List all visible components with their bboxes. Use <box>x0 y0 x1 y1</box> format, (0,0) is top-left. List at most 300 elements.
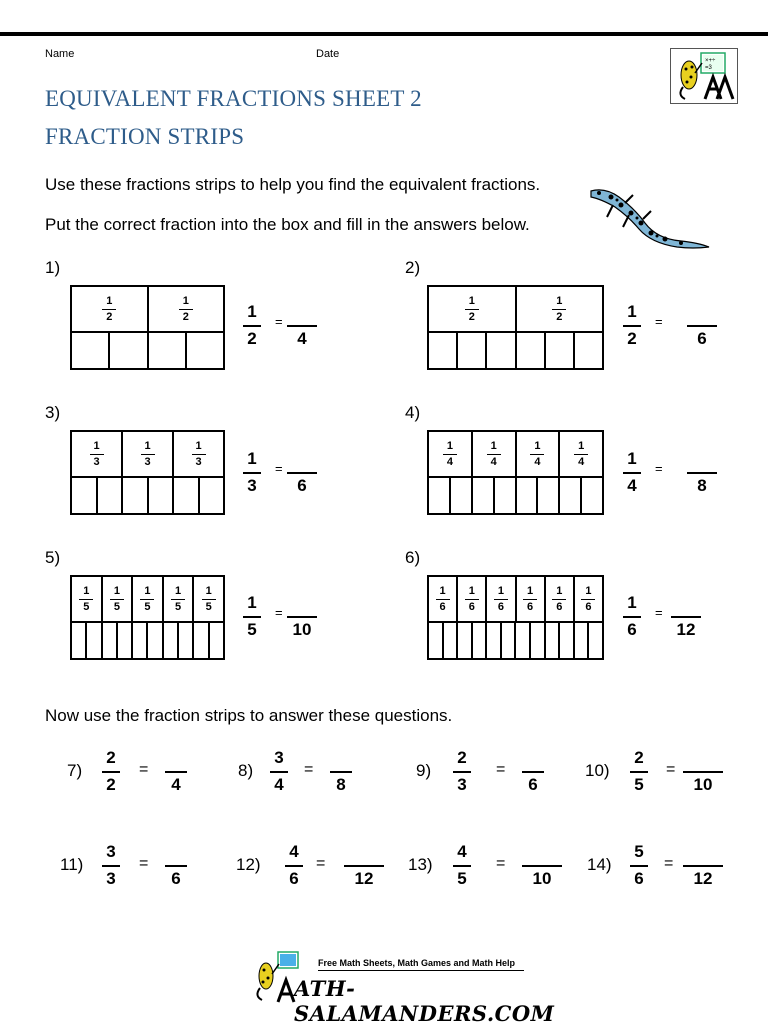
denominator: 3 <box>106 869 116 888</box>
fraction-bar <box>243 616 261 618</box>
unit-fraction <box>140 585 154 614</box>
answer-box[interactable] <box>210 621 223 658</box>
equals-sign: = <box>655 605 663 620</box>
unit-denominator: 5 <box>113 600 120 613</box>
unit-numerator: 1 <box>578 439 585 452</box>
answer-box[interactable] <box>473 476 495 513</box>
footer-brand: ATH-SALAMANDERS.COM <box>294 976 555 1026</box>
fraction-bar <box>287 325 317 327</box>
unit-fraction <box>110 585 124 614</box>
fraction-bar <box>192 454 206 455</box>
fraction-bar <box>623 616 641 618</box>
fraction-bar <box>630 865 648 867</box>
fraction-bar <box>453 771 471 773</box>
unit-denominator: 6 <box>556 600 563 613</box>
answer-fraction[interactable] <box>687 302 717 349</box>
unit-numerator: 1 <box>144 439 151 452</box>
answer-box[interactable] <box>517 331 546 368</box>
unit-numerator: 1 <box>182 294 189 307</box>
answer-box[interactable] <box>429 331 458 368</box>
fraction-bar <box>102 309 116 310</box>
fraction-bar <box>110 599 124 600</box>
strip-unit-cell <box>164 577 195 621</box>
fraction-bar <box>494 599 508 600</box>
denominator: 10 <box>532 869 552 888</box>
answer-box[interactable] <box>72 621 87 658</box>
equals-sign: = <box>139 855 149 872</box>
fraction-bar <box>522 771 544 773</box>
problem-label: 3) <box>45 403 61 422</box>
answer-box[interactable] <box>194 621 209 658</box>
fraction-bar <box>687 325 717 327</box>
instruction-line-2: Put the correct fraction into the box and fill in the answers below. <box>45 215 530 234</box>
strip-answer-row <box>72 621 223 658</box>
given-fraction <box>285 842 303 889</box>
equals-sign: = <box>316 855 326 872</box>
unit-fraction <box>436 585 450 614</box>
denominator: 4 <box>171 775 181 794</box>
denominator: 3 <box>247 476 257 495</box>
fraction-bar <box>630 771 648 773</box>
fraction-strip <box>427 285 604 370</box>
answer-box[interactable] <box>582 476 602 513</box>
answer-box[interactable] <box>502 621 517 658</box>
denominator: 4 <box>297 329 307 348</box>
denominator: 8 <box>697 476 707 495</box>
unit-fraction <box>102 295 116 324</box>
salamander-icon <box>585 183 713 253</box>
answer-box[interactable] <box>174 476 200 513</box>
unit-denominator: 3 <box>195 455 202 468</box>
unit-fraction <box>171 585 185 614</box>
numerator: 2 <box>634 748 644 767</box>
fraction-bar <box>243 472 261 474</box>
strip-unit-cell <box>429 577 458 621</box>
numerator: 1 <box>627 302 637 321</box>
unit-numerator: 1 <box>556 294 563 307</box>
answer-box[interactable] <box>575 621 590 658</box>
strip-unit-cell <box>194 577 223 621</box>
strip-unit-cell <box>149 287 224 331</box>
unit-denominator: 5 <box>144 600 151 613</box>
denominator: 6 <box>528 775 538 794</box>
denominator: 6 <box>171 869 181 888</box>
footer-tagline: Free Math Sheets, Math Games and Math Help <box>318 958 516 968</box>
unit-fraction <box>443 440 457 469</box>
answer-fraction[interactable] <box>165 748 187 795</box>
fraction-bar <box>285 865 303 867</box>
answer-box[interactable] <box>429 476 451 513</box>
numerator: 1 <box>247 302 257 321</box>
answer-fraction[interactable] <box>671 593 701 640</box>
unit-numerator: 1 <box>446 439 453 452</box>
answer-box[interactable] <box>149 331 187 368</box>
page-title: EQUIVALENT FRACTIONS SHEET 2 <box>45 86 422 111</box>
unit-denominator: 6 <box>497 600 504 613</box>
unit-fraction <box>465 295 479 324</box>
fraction-bar <box>530 454 544 455</box>
equals-sign: = <box>655 461 663 476</box>
fraction-bar <box>102 771 120 773</box>
answer-box[interactable] <box>589 621 602 658</box>
answer-box[interactable] <box>429 621 444 658</box>
strip-unit-cell <box>575 577 602 621</box>
answer-box[interactable] <box>516 621 531 658</box>
answer-box[interactable] <box>458 621 473 658</box>
fraction-bar <box>623 472 641 474</box>
footer-divider <box>318 970 524 971</box>
answer-box[interactable] <box>546 331 575 368</box>
denominator: 12 <box>676 620 696 639</box>
fraction-bar <box>671 616 701 618</box>
numerator: 3 <box>106 842 116 861</box>
strip-top-row <box>72 577 223 623</box>
question-label: 13) <box>408 855 433 874</box>
answer-box[interactable] <box>546 621 561 658</box>
strip-unit-cell <box>517 432 561 476</box>
strip-answer-row <box>429 476 602 513</box>
denominator: 6 <box>697 329 707 348</box>
denominator: 5 <box>457 869 467 888</box>
problem-label: 4) <box>405 403 421 422</box>
salamander-teacher-icon <box>671 49 737 103</box>
top-rule <box>0 32 768 36</box>
unit-denominator: 4 <box>446 455 453 468</box>
given-fraction <box>630 748 648 795</box>
fraction-strip <box>70 430 225 515</box>
unit-fraction <box>202 585 216 614</box>
unit-fraction <box>79 585 93 614</box>
unit-fraction <box>487 440 501 469</box>
strip-unit-cell <box>487 577 516 621</box>
unit-denominator: 3 <box>93 455 100 468</box>
answer-box[interactable] <box>164 621 179 658</box>
strip-top-row <box>72 432 223 478</box>
unit-denominator: 5 <box>205 600 212 613</box>
numerator: 1 <box>247 449 257 468</box>
fraction-bar <box>202 599 216 600</box>
fraction-bar <box>436 599 450 600</box>
equals-sign: = <box>139 761 149 778</box>
denominator: 6 <box>634 869 644 888</box>
denominator: 5 <box>247 620 257 639</box>
equals-sign: = <box>666 761 676 778</box>
answer-fraction[interactable] <box>287 593 317 640</box>
problem-label: 6) <box>405 548 421 567</box>
strip-unit-cell <box>429 287 517 331</box>
equals-sign: = <box>496 761 506 778</box>
answer-fraction[interactable] <box>344 842 384 889</box>
answer-box[interactable] <box>538 476 560 513</box>
answer-fraction[interactable] <box>683 842 723 889</box>
answer-box[interactable] <box>72 476 98 513</box>
answer-box[interactable] <box>148 621 163 658</box>
fraction-bar <box>165 865 187 867</box>
answer-box[interactable] <box>133 621 148 658</box>
answer-box[interactable] <box>103 621 118 658</box>
numerator: 2 <box>457 748 467 767</box>
denominator: 2 <box>627 329 637 348</box>
page-subtitle: FRACTION STRIPS <box>45 124 245 149</box>
unit-denominator: 5 <box>175 600 182 613</box>
strip-unit-cell <box>72 432 123 476</box>
unit-numerator: 1 <box>556 584 563 597</box>
denominator: 10 <box>292 620 312 639</box>
unit-fraction <box>574 440 588 469</box>
answer-box[interactable] <box>187 331 223 368</box>
unit-fraction <box>179 295 193 324</box>
unit-denominator: 6 <box>439 600 446 613</box>
numerator: 2 <box>106 748 116 767</box>
answer-box[interactable] <box>487 621 502 658</box>
unit-denominator: 2 <box>106 310 113 323</box>
unit-denominator: 4 <box>578 455 585 468</box>
answer-fraction[interactable] <box>165 842 187 889</box>
strip-answer-row <box>429 331 602 368</box>
fraction-bar <box>179 309 193 310</box>
fraction-bar <box>287 616 317 618</box>
question-label: 11) <box>60 855 84 874</box>
strip-unit-cell <box>133 577 164 621</box>
fraction-bar <box>522 865 562 867</box>
fraction-strip <box>427 430 604 515</box>
equals-sign: = <box>275 314 283 329</box>
unit-numerator: 1 <box>175 584 182 597</box>
unit-fraction <box>581 585 595 614</box>
fraction-bar <box>141 454 155 455</box>
denominator: 12 <box>354 869 374 888</box>
question-label: 9) <box>416 761 432 780</box>
numerator: 1 <box>247 593 257 612</box>
answer-box[interactable] <box>531 621 546 658</box>
question-label: 7) <box>67 761 83 780</box>
answer-fraction[interactable] <box>330 748 352 795</box>
given-fraction <box>630 842 648 889</box>
given-fraction <box>243 593 261 640</box>
answer-box[interactable] <box>110 331 148 368</box>
given-fraction <box>453 842 471 889</box>
fraction-bar <box>270 771 288 773</box>
strip-answer-row <box>429 621 602 658</box>
answer-box[interactable] <box>87 621 102 658</box>
answer-box[interactable] <box>517 476 539 513</box>
unit-denominator: 4 <box>490 455 497 468</box>
equals-sign: = <box>275 461 283 476</box>
strip-top-row <box>429 287 602 333</box>
equals-sign: = <box>655 314 663 329</box>
answer-fraction[interactable] <box>683 748 723 795</box>
unit-denominator: 3 <box>144 455 151 468</box>
unit-numerator: 1 <box>195 439 202 452</box>
fraction-bar <box>687 472 717 474</box>
given-fraction <box>453 748 471 795</box>
unit-numerator: 1 <box>93 439 100 452</box>
strip-answer-row <box>72 476 223 513</box>
fraction-bar <box>453 865 471 867</box>
unit-denominator: 6 <box>468 600 475 613</box>
fraction-bar <box>574 454 588 455</box>
strip-unit-cell <box>174 432 223 476</box>
answer-box[interactable] <box>98 476 124 513</box>
equals-sign: = <box>496 855 506 872</box>
unit-denominator: 4 <box>534 455 541 468</box>
unit-fraction <box>494 585 508 614</box>
question-label: 10) <box>585 761 610 780</box>
strip-answer-row <box>72 331 223 368</box>
salamander-logo <box>670 48 738 104</box>
fraction-strip <box>70 285 225 370</box>
footer-logo <box>250 950 555 1026</box>
fraction-bar <box>344 865 384 867</box>
svg-text:×+÷: ×+÷ <box>705 58 716 64</box>
numerator: 4 <box>289 842 299 861</box>
answer-box[interactable] <box>487 331 516 368</box>
answer-box[interactable] <box>575 331 602 368</box>
fraction-bar <box>287 472 317 474</box>
denominator: 2 <box>247 329 257 348</box>
date-label: Date <box>316 48 340 60</box>
unit-fraction <box>465 585 479 614</box>
unit-numerator: 1 <box>439 584 446 597</box>
given-fraction <box>270 748 288 795</box>
given-fraction <box>623 593 641 640</box>
strip-top-row <box>429 432 602 478</box>
unit-numerator: 1 <box>585 584 592 597</box>
answer-box[interactable] <box>560 476 582 513</box>
fraction-bar <box>90 454 104 455</box>
answer-box[interactable] <box>495 476 517 513</box>
strip-unit-cell <box>72 577 103 621</box>
unit-numerator: 1 <box>534 439 541 452</box>
answer-box[interactable] <box>118 621 133 658</box>
unit-fraction <box>141 440 155 469</box>
unit-numerator: 1 <box>106 294 113 307</box>
unit-numerator: 1 <box>468 294 475 307</box>
question-label: 8) <box>238 761 254 780</box>
answer-box[interactable] <box>458 331 487 368</box>
strip-unit-cell <box>473 432 517 476</box>
denominator: 12 <box>693 869 713 888</box>
unit-numerator: 1 <box>527 584 534 597</box>
strip-unit-cell <box>72 287 149 331</box>
answer-box[interactable] <box>123 476 149 513</box>
unit-numerator: 1 <box>490 439 497 452</box>
strip-unit-cell <box>546 577 575 621</box>
question-label: 12) <box>236 855 261 874</box>
denominator: 3 <box>457 775 467 794</box>
fraction-bar <box>552 599 566 600</box>
unit-numerator: 1 <box>144 584 151 597</box>
fraction-strip <box>427 575 604 660</box>
unit-numerator: 1 <box>468 584 475 597</box>
answer-box[interactable] <box>444 621 459 658</box>
unit-fraction <box>552 295 566 324</box>
answer-fraction[interactable] <box>287 302 317 349</box>
denominator: 10 <box>693 775 713 794</box>
answer-box[interactable] <box>200 476 224 513</box>
question-label: 14) <box>587 855 612 874</box>
unit-denominator: 6 <box>585 600 592 613</box>
strip-unit-cell <box>560 432 602 476</box>
answer-box[interactable] <box>179 621 194 658</box>
name-label: Name <box>45 48 75 60</box>
equals-sign: = <box>304 761 314 778</box>
answer-box[interactable] <box>560 621 575 658</box>
denominator: 6 <box>627 620 637 639</box>
fraction-bar <box>140 599 154 600</box>
given-fraction <box>623 302 641 349</box>
numerator: 1 <box>627 449 637 468</box>
problem-label: 5) <box>45 548 61 567</box>
unit-numerator: 1 <box>205 584 212 597</box>
fraction-bar <box>487 454 501 455</box>
equals-sign: = <box>664 855 674 872</box>
given-fraction <box>623 449 641 496</box>
denominator: 4 <box>274 775 284 794</box>
fraction-bar <box>165 771 187 773</box>
answer-fraction[interactable] <box>687 449 717 496</box>
unit-denominator: 2 <box>182 310 189 323</box>
fraction-bar <box>623 325 641 327</box>
unit-numerator: 1 <box>113 584 120 597</box>
numerator: 3 <box>274 748 284 767</box>
unit-denominator: 2 <box>468 310 475 323</box>
given-fraction <box>102 842 120 889</box>
unit-numerator: 1 <box>83 584 90 597</box>
answer-box[interactable] <box>149 476 175 513</box>
answer-fraction[interactable] <box>522 748 544 795</box>
fraction-bar <box>79 599 93 600</box>
denominator: 5 <box>634 775 644 794</box>
unit-denominator: 6 <box>527 600 534 613</box>
fraction-bar <box>523 599 537 600</box>
strip-unit-cell <box>429 432 473 476</box>
denominator: 4 <box>627 476 637 495</box>
strip-unit-cell <box>458 577 487 621</box>
svg-text:=3: =3 <box>705 65 712 71</box>
strip-top-row <box>429 577 602 623</box>
equals-sign: = <box>275 605 283 620</box>
answer-box[interactable] <box>72 331 110 368</box>
unit-fraction <box>552 585 566 614</box>
fraction-bar <box>102 865 120 867</box>
fraction-bar <box>171 599 185 600</box>
questions-intro: Now use the fraction strips to answer these questions. <box>45 706 453 725</box>
given-fraction <box>102 748 120 795</box>
instruction-line-1: Use these fractions strips to help you find the equivalent fractions. <box>45 175 541 194</box>
fraction-bar <box>243 325 261 327</box>
fraction-bar <box>465 309 479 310</box>
denominator: 2 <box>106 775 116 794</box>
strip-top-row <box>72 287 223 333</box>
unit-fraction <box>90 440 104 469</box>
given-fraction <box>243 449 261 496</box>
answer-box[interactable] <box>451 476 473 513</box>
numerator: 4 <box>457 842 467 861</box>
answer-fraction[interactable] <box>522 842 562 889</box>
numerator: 5 <box>634 842 644 861</box>
unit-fraction <box>523 585 537 614</box>
strip-unit-cell <box>123 432 174 476</box>
unit-denominator: 5 <box>83 600 90 613</box>
fraction-bar <box>683 865 723 867</box>
unit-numerator: 1 <box>497 584 504 597</box>
unit-denominator: 2 <box>556 310 563 323</box>
answer-fraction[interactable] <box>287 449 317 496</box>
fraction-bar <box>581 599 595 600</box>
fraction-bar <box>443 454 457 455</box>
answer-box[interactable] <box>473 621 488 658</box>
